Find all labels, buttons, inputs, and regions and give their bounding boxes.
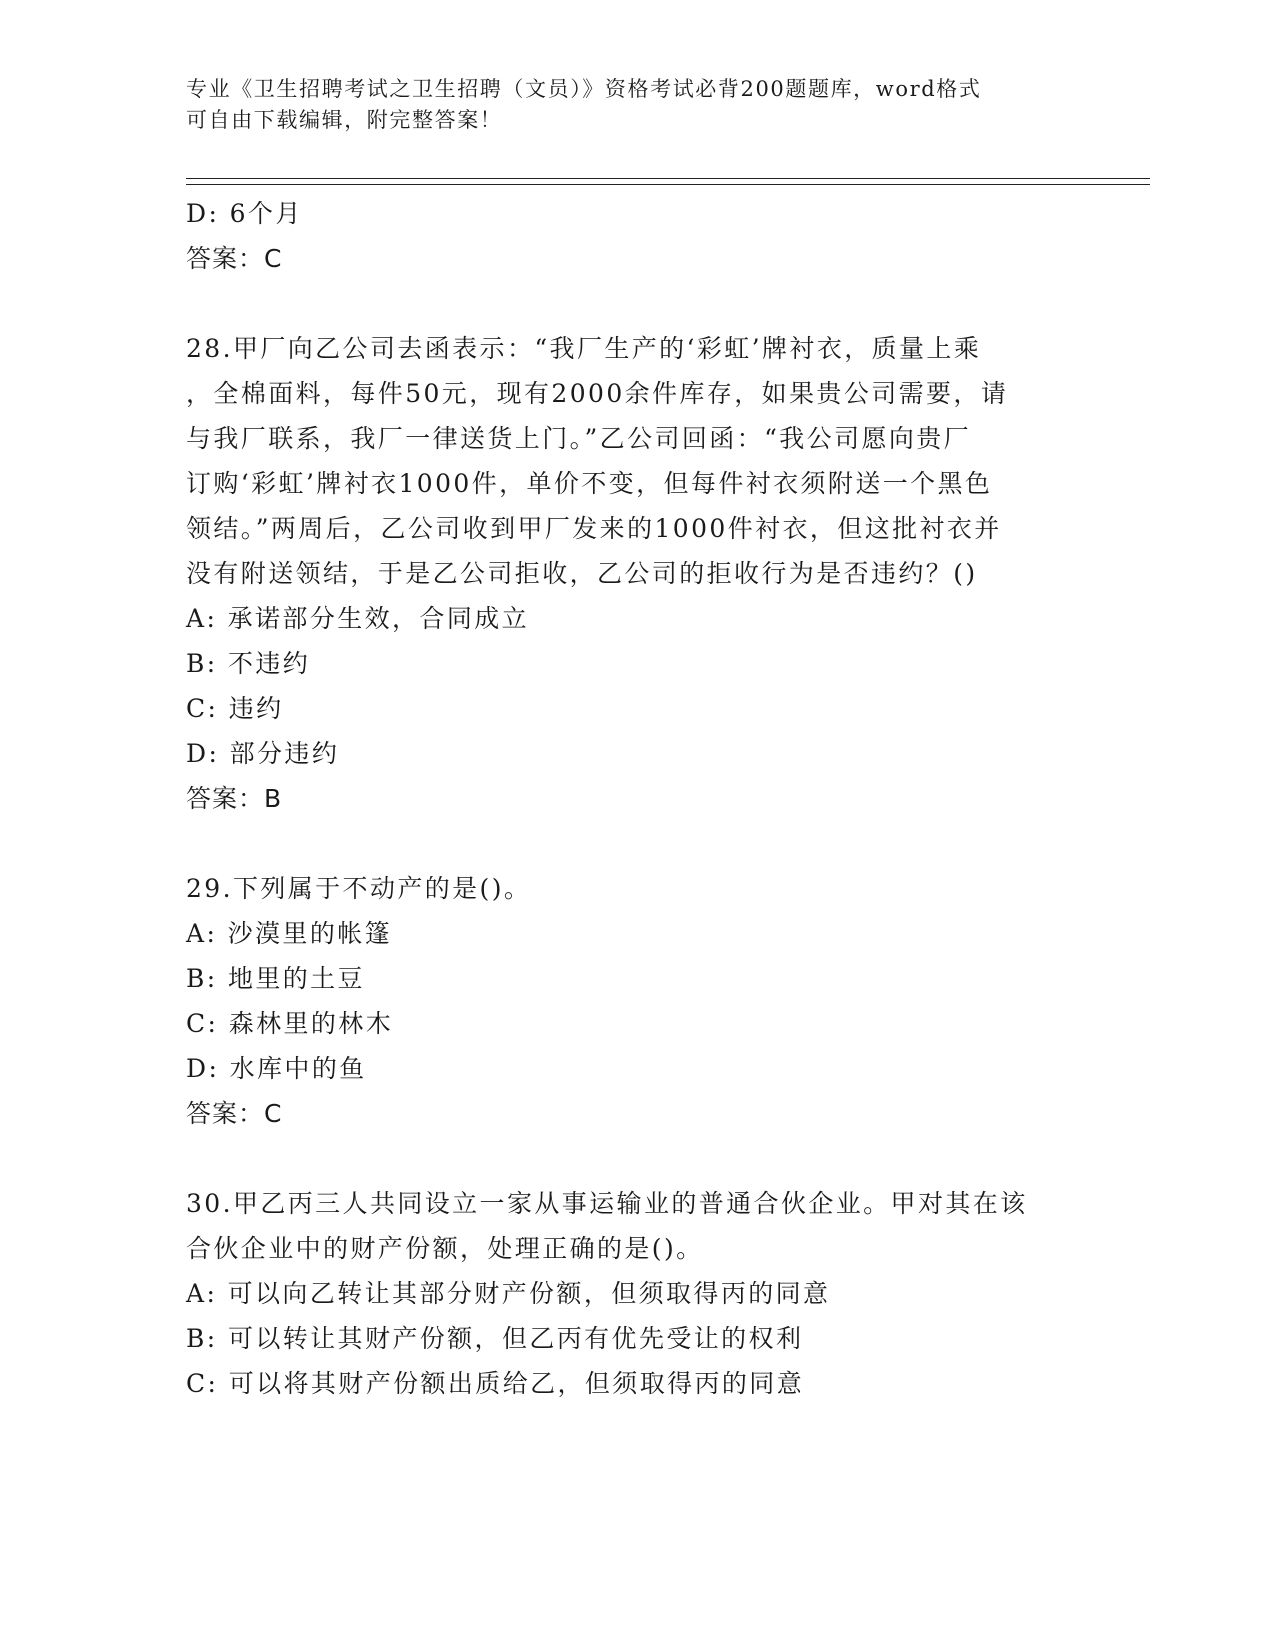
question-30: [186, 1181, 1086, 1406]
question-27-tail: [186, 191, 1086, 281]
question-line: 领结。”两周后，乙公司收到甲厂发来的1000件衬衣，但这批衬衣并: [186, 514, 1002, 543]
option-c: C: 森林里的林木: [186, 1009, 394, 1038]
option-a: A: 可以向乙转让其部分财产份额，但须取得丙的同意: [186, 1279, 831, 1308]
question-line: 合伙企业中的财产份额，处理正确的是()。: [186, 1234, 704, 1263]
option-a: A: 承诺部分生效，合同成立: [186, 604, 530, 633]
question-line: 29.下列属于不动产的是()。: [186, 874, 532, 903]
option-c: C: 违约: [186, 694, 284, 723]
spacer: [186, 281, 1086, 326]
answer: 答案：C: [186, 1099, 283, 1128]
option-c: C: 可以将其财产份额出质给乙，但须取得丙的同意: [186, 1369, 805, 1398]
question-line: 订购‘彩虹’牌衬衣1000件，单价不变，但每件衬衣须附送一个黑色: [186, 469, 993, 498]
question-text: [186, 326, 1086, 596]
header-divider: [186, 178, 1150, 185]
spacer: [186, 821, 1086, 866]
option-b: B: 地里的土豆: [186, 964, 365, 993]
option-d: D: 6个月: [186, 199, 303, 228]
option-d: D: 水库中的鱼: [186, 1054, 367, 1083]
page-header: [186, 74, 1086, 136]
question-line: 与我厂联系，我厂一律送货上门。”乙公司回函：“我公司愿向贵厂: [186, 424, 972, 453]
question-list: [186, 191, 1086, 1406]
option-a: A: 沙漠里的帐篷: [186, 919, 393, 948]
answer: 答案：C: [186, 244, 283, 273]
question-line: 28.甲厂向乙公司去函表示：“我厂生产的‘彩虹’牌衬衣，质量上乘: [186, 334, 982, 363]
spacer: [186, 1136, 1086, 1181]
header-line-1: 专业《卫生招聘考试之卫生招聘（文员）》资格考试必背200题题库，word格式: [186, 77, 982, 101]
question-line: 没有附送领结，于是乙公司拒收，乙公司的拒收行为是否违约？(): [186, 559, 978, 588]
question-29: [186, 866, 1086, 1136]
option-b: B: 可以转让其财产份额，但乙丙有优先受让的权利: [186, 1324, 804, 1353]
answer: 答案：B: [186, 784, 283, 813]
question-28: [186, 326, 1086, 821]
option-b: B: 不违约: [186, 649, 311, 678]
header-line-2: 可自由下载编辑，附完整答案！: [186, 108, 503, 132]
option-d: D: 部分违约: [186, 739, 340, 768]
question-line: ，全棉面料，每件50元，现有2000余件库存，如果贵公司需要，请: [186, 379, 1009, 408]
question-line: 30.甲乙丙三人共同设立一家从事运输业的普通合伙企业。甲对其在该: [186, 1189, 1028, 1218]
